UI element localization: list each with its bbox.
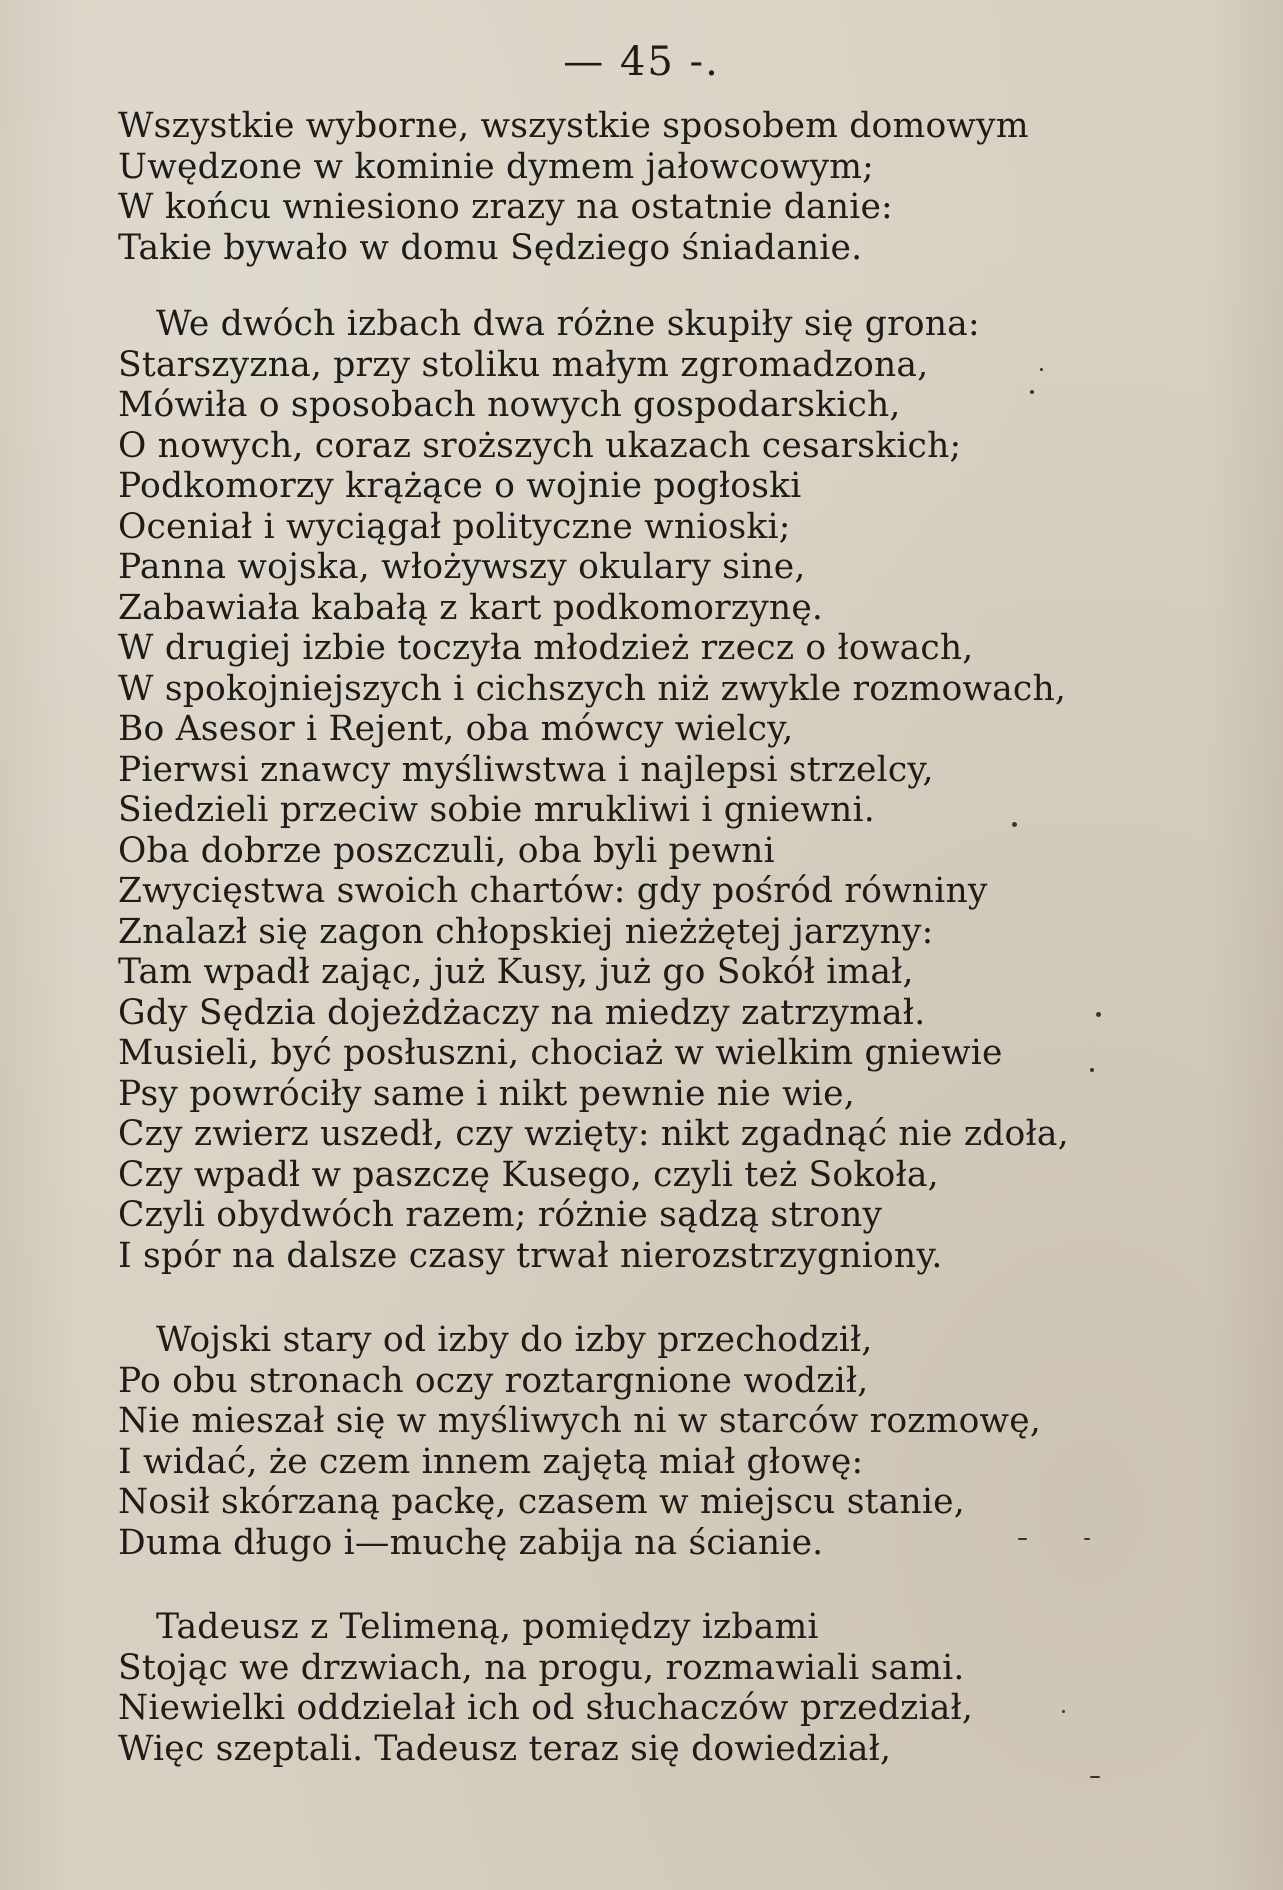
- poem-text: [118, 106, 1158, 1769]
- verse-line: Znalazł się zagon chłopskiej nieżżętej jarzyny:: [118, 911, 934, 952]
- paper-speck: [1030, 390, 1034, 394]
- verse-line: W końcu wniesiono zrazy na ostatnie danie:: [118, 187, 893, 227]
- verse-line: Czy wpadł w paszczę Kusego, czyli też Sokoła,: [118, 1154, 939, 1195]
- verse-line: Gdy Sędzia dojeżdżaczy na miedzy zatrzymał.: [118, 992, 926, 1033]
- paper-speck: [1090, 1776, 1100, 1778]
- paper-speck: [1012, 822, 1017, 827]
- verse-line: Więc szeptali. Tadeusz teraz się dowiedział,: [118, 1728, 892, 1769]
- verse-line: Duma długo i—muchę zabija na ścianie.: [118, 1522, 824, 1563]
- verse-line: Podkomorzy krążące o wojnie pogłoski: [118, 466, 802, 506]
- paper-speck: [1040, 368, 1043, 371]
- verse-line: Bo Asesor i Rejent, oba mówcy wielcy,: [118, 709, 794, 749]
- verse-line: Tam wpadł zając, już Kusy, już go Sokół imał,: [118, 952, 914, 992]
- verse-line: Nie mieszał się w myśliwych ni w starców rozmowę,: [118, 1401, 1042, 1441]
- verse-line: I widać, że czem innem zajętą miał głowę:: [118, 1441, 864, 1482]
- verse-line: Takie bywało w domu Sędziego śniadanie.: [118, 227, 863, 268]
- verse-line: Po obu stronach oczy roztargnione wodził,: [118, 1360, 869, 1401]
- verse-line: Mówiła o sposobach nowych gospodarskich,: [118, 385, 901, 425]
- paper-speck: [1018, 1538, 1027, 1540]
- paper-speck: [1096, 1012, 1101, 1017]
- paper-speck: [1062, 1710, 1065, 1713]
- verse-line: O nowych, coraz sroższych ukazach cesarskich;: [118, 425, 962, 466]
- verse-line: Czy zwierz uszedł, czy wzięty: nikt zgadnąć nie zdoła,: [118, 1114, 1069, 1154]
- verse-line: Panna wojska, włożywszy okulary sine,: [118, 547, 806, 587]
- verse-line: W drugiej izbie toczyła młodzież rzecz o łowach,: [118, 628, 974, 668]
- verse-line: Oceniał i wyciągał polityczne wnioski;: [118, 506, 791, 547]
- page-number: — 45 -.: [563, 39, 720, 85]
- paper-speck: [1084, 1538, 1090, 1540]
- verse-line: Zwycięstwa swoich chartów: gdy pośród równiny: [118, 871, 988, 911]
- verse-line: Zabawiała kabałą z kart podkomorzynę.: [118, 587, 824, 628]
- verse-line: Czyli obydwóch razem; różnie sądzą strony: [118, 1195, 883, 1235]
- verse-line: Oba dobrze poszczuli, oba byli pewni: [118, 830, 775, 871]
- verse-line: Pierwsi znawcy myśliwstwa i najlepsi strzelcy,: [118, 749, 934, 790]
- verse-line: Uwędzone w kominie dymem jałowcowym;: [118, 146, 875, 187]
- stanza-4: [118, 1607, 1158, 1769]
- verse-line: Starszyzna, przy stoliku małym zgromadzona,: [118, 344, 929, 385]
- verse-line: Psy powróciły same i nikt pewnie nie wie,: [118, 1073, 855, 1114]
- verse-line: I spór na dalsze czasy trwał nierozstrzygniony.: [118, 1235, 943, 1276]
- stanza-2: [118, 304, 1158, 1276]
- verse-line: W spokojniejszych i cichszych niż zwykle rozmowach,: [118, 668, 1067, 709]
- verse-line: Wszystkie wyborne, wszystkie sposobem domowym: [118, 106, 1029, 146]
- verse-line: Stojąc we drzwiach, na progu, rozmawiali sami.: [118, 1647, 965, 1688]
- verse-line: Nosił skórzaną packę, czasem w miejscu stanie,: [118, 1482, 965, 1522]
- verse-line: We dwóch izbach dwa różne skupiły się grona:: [156, 304, 980, 344]
- paper-speck: [1090, 1068, 1094, 1072]
- verse-line: Musieli, być posłuszni, chociaż w wielkim gniewie: [118, 1033, 1003, 1073]
- verse-line: Siedzieli przeciw sobie mrukliwi i gniewni.: [118, 790, 875, 830]
- stanza-3: [118, 1320, 1158, 1563]
- verse-line: Wojski stary od izby do izby przechodził,: [156, 1320, 873, 1360]
- verse-line: Tadeusz z Telimeną, pomiędzy izbami: [156, 1607, 819, 1647]
- verse-line: Niewielki oddzielał ich od słuchaczów przedział,: [118, 1688, 974, 1728]
- stanza-1: [118, 106, 1158, 268]
